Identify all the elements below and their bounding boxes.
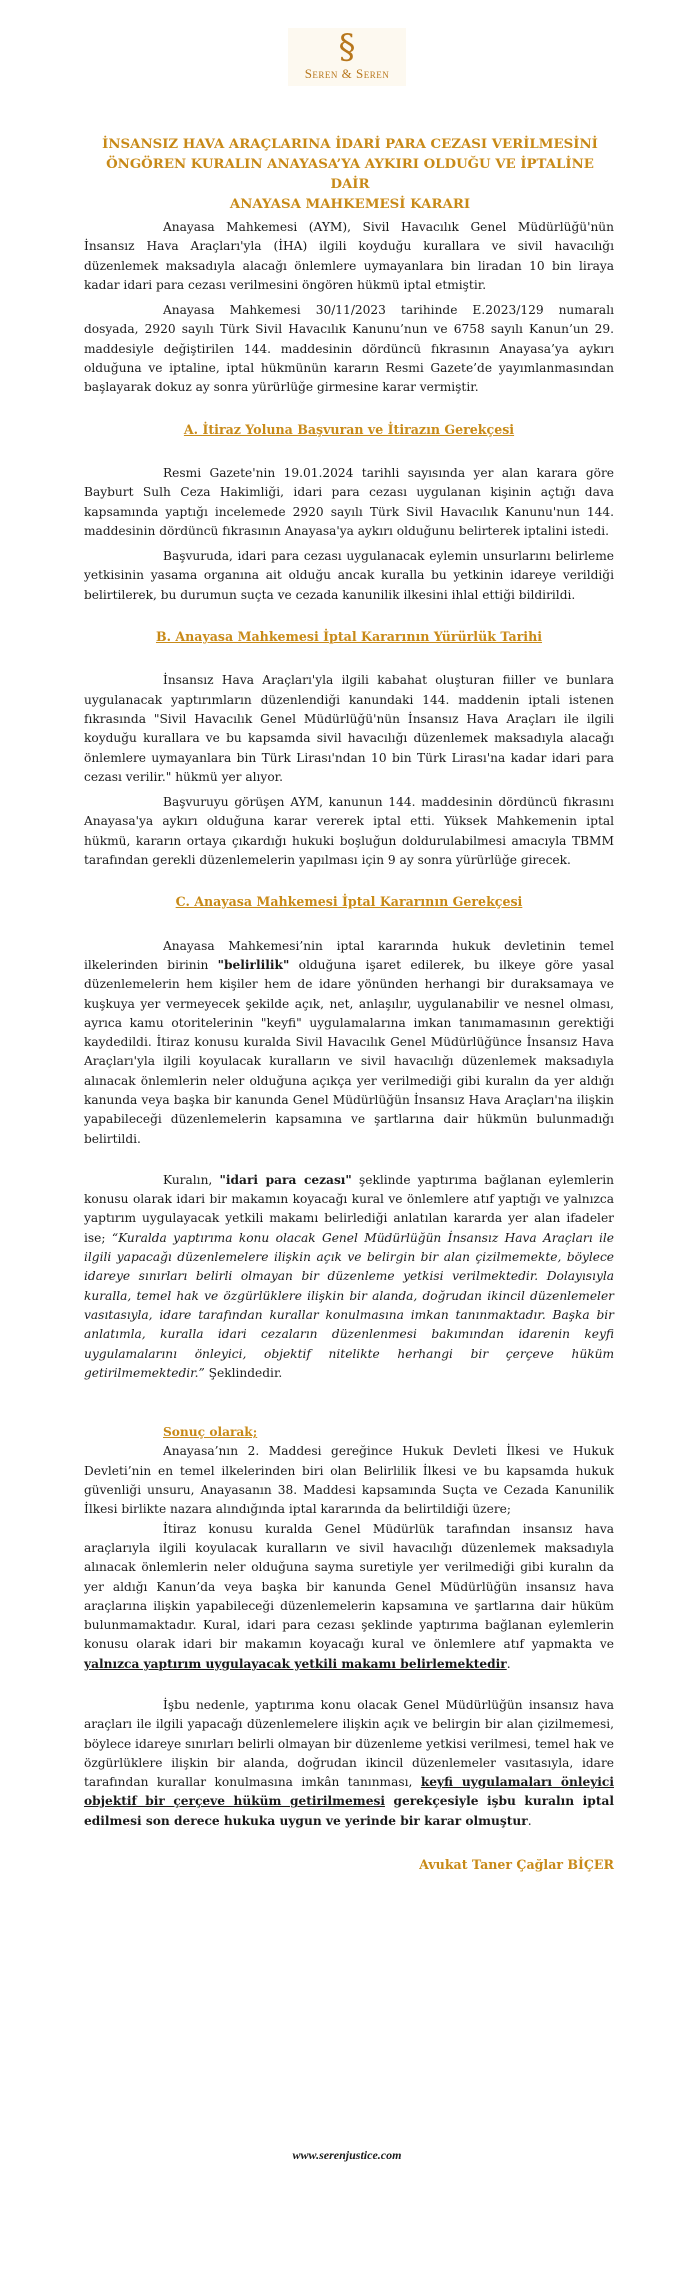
emphasis-keyfi-uygulamalar: keyfi uygulamaları önleyici objektif bir çerçeve hüküm getirilmemesi bbox=[84, 1775, 614, 1809]
intro-paragraph-2: Anayasa Mahkemesi 30/11/2023 tarihinde E.2023/129 numaralı dosyada, 2920 sayılı Türk Sivil Havacılık Kanunu’nun ve 6758 sayılı Kanun’un 29. maddesiyle değiştirilen 144. maddesinin dördüncü fıkrasının Anayasa’ya aykırı olduğuna ve iptaline, iptal hükmünün kararın Resmi Gazete’de yayımlanmasından başlayarak dokuz ay sonra yürürlüğe girmesine karar vermiştir. bbox=[84, 303, 614, 395]
section-c-paragraph-2 bbox=[84, 1171, 614, 1383]
author-signature: Avukat Taner Çağlar BİÇER bbox=[419, 1857, 614, 1873]
court-quote: “Kuralda yaptırıma konu olacak Genel Müdürlüğün İnsansız Hava Araçları ile ilgili yapacağı düzenlemelere ilişkin açık ve belirgin bir alan çizilmemekte, böylece idareye sınırları belirli olmayan bir düzenleme yetkisi verilmektedir. Dolayısıyla kuralla, temel hak ve özgürlüklere ilişkin bir alanda, doğrudan ikincil düzenlemeler vasıtasıyla, idare tarafından kurallar konulmasına imkan tanınmaktadır. Başka bir anlatımla, kuralla idari cezaların düzenlenmesi bakımından idarenin keyfi uygulamalarını önleyici, objektif nitelikte herhangi bir çerçeve hüküm getirilmemektedir.” bbox=[84, 1230, 614, 1380]
spacer bbox=[84, 1383, 614, 1423]
text-run: İtiraz konusu kuralda Genel Müdürlük tarafından insansız hava araçlarıyla ilgili koyulacak kuralların ve sivil havacılığı düzenlemek maksadıyla alınacak önlemlerin neler olduğuna sayma suretiyle yer verilmediği gibi kuralın da yer aldığı Kanun’da veya başka bir kanunda Genel Müdürlüğün insansız hava araçlarına ilişkin yapabileceği düzenlemelerin kapsamına ve şartlarına dair hüküm bulunmamaktadır. Kural, idari para cezası şeklinde yaptırıma bağlanan eylemlerin konusu olarak idari bir makamın koyacağı kural ve önlemlere atıf yapmakta ve bbox=[84, 1521, 614, 1652]
firm-name: Seren & Seren bbox=[304, 66, 390, 81]
text-run: Anayasa Mahkemesi’nin iptal kararında hukuk devletinin temel ilkelerinden birinin bbox=[84, 938, 614, 972]
conclusion-paragraph-1: Anayasa’nın 2. Maddesi gereğince Hukuk Devleti İlkesi ve Hukuk Devleti’nin en temel ilkelerinden biri olan Belirlilik İlkesi ve bu kapsamda hukuk güvenliği unsuru, Anayasanın 38. Maddesi kapsamında Suçta ve Cezada Kanunilik İlkesi birlikte nazara alındığında iptal kararında da belirtildiği üzere; bbox=[84, 1444, 614, 1517]
text-run: . bbox=[527, 1813, 532, 1828]
conclusion-heading: Sonuç olarak; bbox=[163, 1425, 258, 1440]
document-body bbox=[84, 218, 614, 1874]
section-c-heading: C. Anayasa Mahkemesi İptal Kararının Gerekçesi bbox=[175, 894, 523, 910]
section-a-paragraph-1: Resmi Gazete'nin 19.01.2024 tarihli sayısında yer alan karara göre Bayburt Sulh Ceza Hakimliği, idari para cezası uygulanan kişinin açtığı dava kapsamında yaptığı incelemede 2920 sayılı Türk Sivil Havacılık Kanunu'nun 144. maddesinin dördüncü fıkrasının Anayasa'ya aykırı olduğunu belirterek iptalini istedi. bbox=[84, 465, 614, 538]
conclusion-paragraph-3 bbox=[84, 1696, 614, 1831]
text-run: İşbu nedenle, yaptırıma konu olacak Genel Müdürlüğün insansız hava araçları ile ilgili yapacağı düzenlemelere ilişkin açık ve belirgin bir alan çizilmemesi, böylece idareye sınırları belirli olmayan bir düzenleme yetkisi verilmesi, temel hak ve özgürlüklere ilişkin bir alanda, doğrudan ikincil düzenlemeler vasıtasıyla, idare tarafından kurallar konulmasına imkân tanınması, bbox=[84, 1698, 614, 1790]
bold-conclusion: gerekçesiyle işbu kuralın iptal edilmesi son derece hukuka uygun ve yerinde bir karar olmuştur bbox=[84, 1794, 614, 1828]
title-line-1: İNSANSIZ HAVA ARAÇLARINA İDARİ PARA CEZASI VERİLMESİNİ bbox=[102, 137, 598, 152]
title-line-3: ANAYASA MAHKEMESİ KARARI bbox=[229, 197, 471, 212]
section-b-heading: B. Anayasa Mahkemesi İptal Kararının Yürürlük Tarihi bbox=[155, 629, 543, 645]
section-b-paragraph-2: Başvuruyu görüşen AYM, kanunun 144. maddesinin dördüncü fıkrasını Anayasa'ya aykırı olduğuna karar vererek iptal etti. Yüksek Mahkemenin iptal hükmü, kararın ortaya çıkardığı hukuki boşluğun doldurulabilmesi amacıyla TBMM tarafından gerekli düzenlemelerin yapılması için 9 ay sonra yürürlüğe girecek. bbox=[84, 795, 614, 868]
spacer bbox=[84, 1149, 614, 1171]
spacer bbox=[84, 1674, 614, 1696]
emphasis-belirlilik: "belirlilik" bbox=[217, 957, 290, 972]
firm-logo bbox=[288, 28, 406, 86]
emphasis-idari-para-cezasi: "idari para cezası" bbox=[219, 1172, 352, 1187]
section-a-heading: A. İtiraz Yoluna Başvuran ve İtirazın Gerekçesi bbox=[183, 421, 515, 437]
section-b-paragraph-1: İnsansız Hava Araçları'yla ilgili kabahat oluşturan fiiller ve bunlara uygulanacak yaptırımların düzenlendiği kanundaki 144. maddenin iptali istenen fıkrasında "Sivil Havacılık Genel Müdürlüğü'nün İnsansız Hava Araçları ile ilgili koyduğu kurallara ve bu kapsamda sivil havacılığı düzenlemek maksadıyla alacağı önlemlere uymayanlara bin Türk Lirası'ndan 10 bin Türk Lirası'na kadar idari para cezası verilir." hükmü yer alıyor. bbox=[84, 673, 614, 784]
text-run: olduğuna işaret edilerek, bu ilkeye göre yasal düzenlemelerin hem kişiler hem de idare yönünden herhangi bir duraksamaya ve kuşkuya yer vermeyecek şekilde açık, net, anlaşılır, uygulanabilir ve nesnel olması, ayrıca kamu otoritelerinin "keyfi" uygulamalarına imkan tanımamasının gerektiği kaydedildi. İtiraz konusu kuralda Sivil Havacılık Genel Müdürlüğünce İnsansız Hava Araçları'yla ilgili koyulacak kuralların ve sivil havacılığı düzenlemek maksadıyla alınacak önlemlerin neler olduğuna açıkça yer verilmediği gibi kuralın da yer aldığı kanunda veya başka bir kanunda Genel Müdürlüğün İnsansız Hava Araçları'na ilişkin yapabileceği düzenlemelerin kapsamına ve şartlarına dair hükmün bulunmadığı belirtildi. bbox=[84, 957, 614, 1146]
text-run: Kuralın, bbox=[163, 1172, 220, 1187]
document-title bbox=[100, 135, 600, 215]
text-run: şeklinde yaptırıma bağlanan eylemlerin konusu olarak idari bir makamın koyacağı kural ve önlemlere atıf yaptığı ve yalnızca yaptırım uygulayacak yetkili makamı belirlediği anlatılan kararda yer alan ifadeler ise; bbox=[84, 1172, 615, 1245]
text-run: Şeklindedir. bbox=[204, 1365, 283, 1380]
emphasis-yetkili-makam: yalnızca yaptırım uygulayacak yetkili makamı belirlemektedir bbox=[84, 1656, 507, 1671]
intro-paragraph-1: Anayasa Mahkemesi (AYM), Sivil Havacılık Genel Müdürlüğü'nün İnsansız Hava Araçları'yla (İHA) ilgili koyduğu kurallara ve sivil havacılığı düzenlemek maksadıyla alacağı önlemlere uymayanlara bin liradan 10 bin liraya kadar idari para cezası verilmesini öngören hükmü iptal etmiştir. bbox=[84, 220, 614, 292]
title-line-2: ÖNGÖREN KURALIN ANAYASA’YA AYKIRI OLDUĞU VE İPTALİNE DAİR bbox=[106, 157, 594, 192]
text-run: . bbox=[506, 1656, 511, 1671]
section-a-paragraph-2: Başvuruda, idari para cezası uygulanacak eylemin unsurlarını belirleme yetkisinin yasama organına ait olduğu ancak kuralla bu yetkinin idareye verildiği belirtilerek, bu durumun suçta ve cezada kanunilik ilkesini ihlal ettiği bildirildi. bbox=[84, 549, 614, 602]
conclusion-paragraph-2 bbox=[84, 1520, 614, 1674]
section-sign-icon: § bbox=[338, 27, 356, 67]
website-link[interactable]: www.serenjustice.com bbox=[292, 2148, 402, 2162]
section-c-paragraph-1 bbox=[84, 937, 614, 1149]
